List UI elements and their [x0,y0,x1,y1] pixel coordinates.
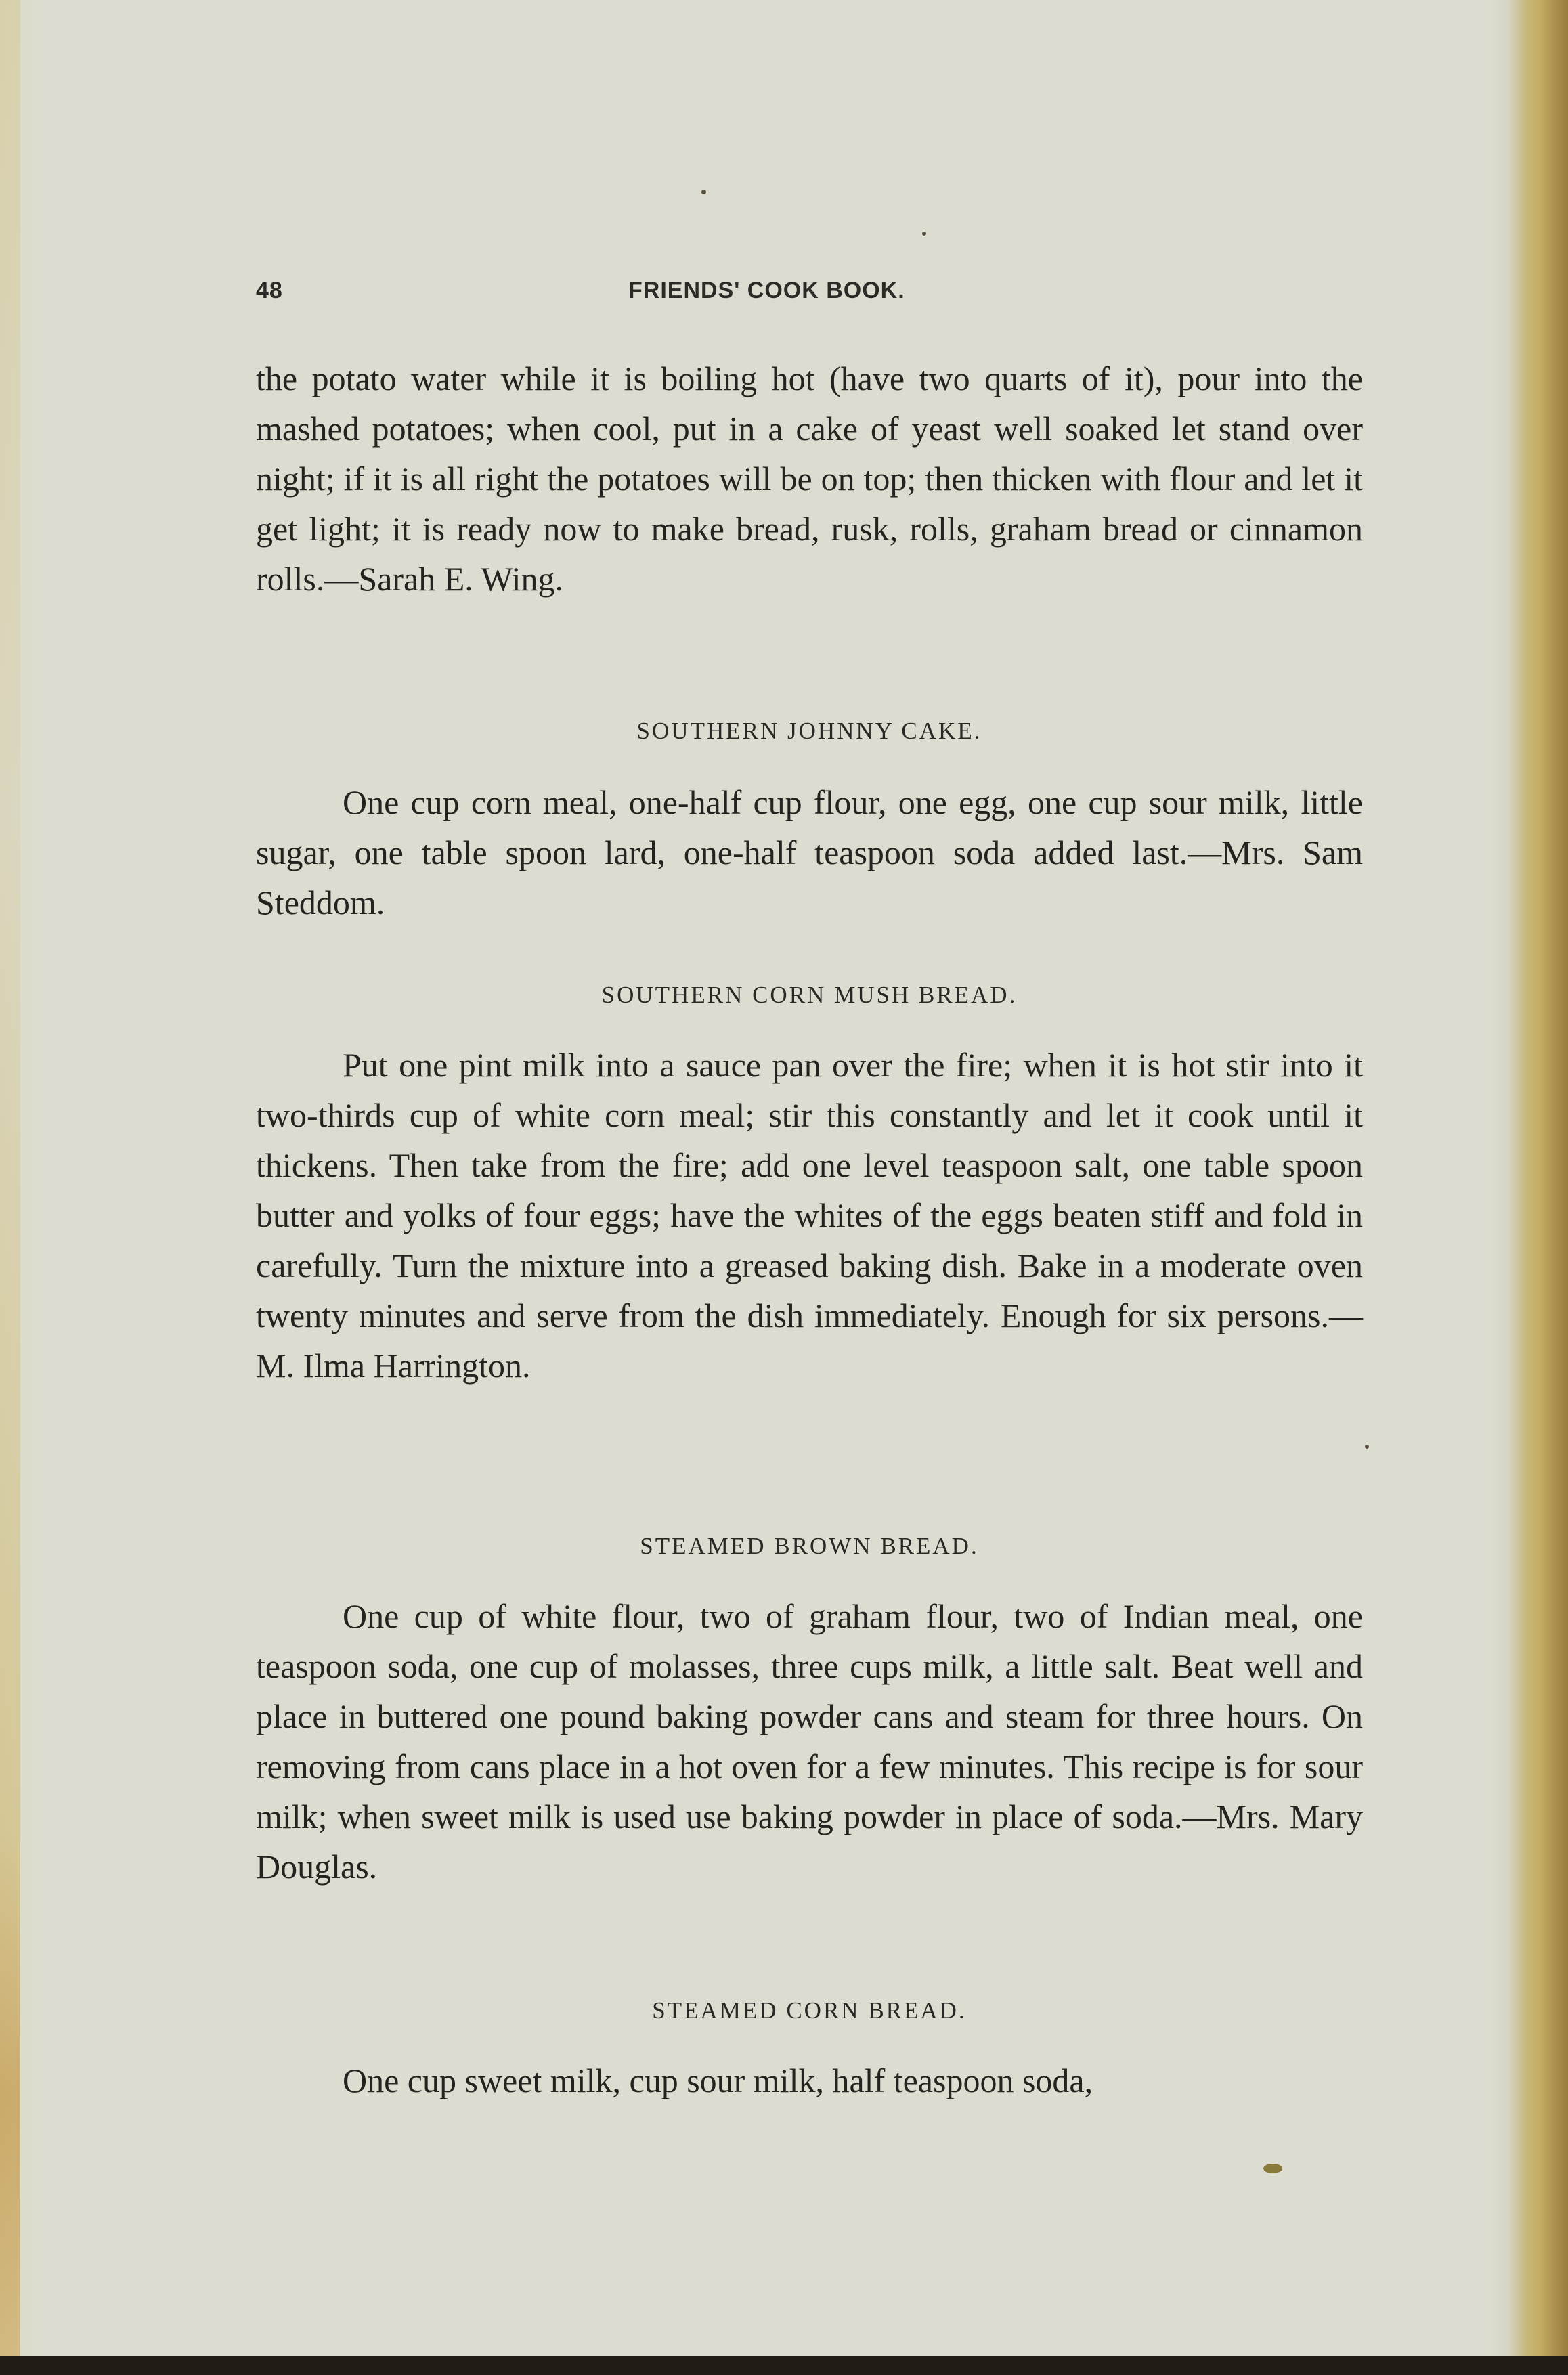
paper-speck [1365,1445,1369,1449]
recipe-title-southern-johnny-cake: SOUTHERN JOHNNY CAKE. [636,718,982,744]
paper-speck [922,232,926,236]
scan-bottom-border [0,2356,1568,2375]
recipe-title-steamed-corn-bread: STEAMED CORN BREAD. [652,1997,967,2024]
recipe-text-steamed-brown-bread: One cup of white flour, two of graham flour, two of Indian meal, one teaspoon soda, one cup of molasses, three cups milk, a little salt. Beat well and place in buttered one pound baking powder cans and steam for three hours. On removing from cans place in a hot oven for a few minutes. This recipe is for sour milk; when sweet milk is used use baking powder in place of soda.—Mrs. Mary Douglas. [256,1597,1363,1886]
recipe-text-southern-johnny-cake: One cup corn meal, one-half cup flour, one egg, one cup sour milk, little sugar, one table spoon lard, one-half teaspoon soda added last.—Mrs. Sam Steddom. [256,783,1363,921]
recipe-title-steamed-brown-bread: STEAMED BROWN BREAD. [640,1533,979,1559]
page-right-edge [1521,0,1568,2356]
running-title: FRIENDS' COOK BOOK. [628,278,905,303]
paper-speck [701,190,706,194]
running-header [256,278,1366,311]
page-number: 48 [256,278,283,303]
recipe-text-southern-corn-mush-bread: Put one pint milk into a sauce pan over the fire; when it is hot stir into it two-thirds cup of white corn meal; stir this constantly and let it cook until it thickens. Then take from the fire; add one level teaspoon salt, one table spoon butter and yolks of four eggs; have the whites of the eggs beaten stiff and fold in carefully. Turn the mixture into a greased baking dish. Bake in a moderate oven twenty minutes and serve from the dish immediately. Enough for six persons.—M. Ilma Harrington. [256,1046,1363,1385]
page-left-edge [0,0,20,2356]
continuation-paragraph: the potato water while it is boiling hot (have two quarts of it), pour into the mashed potatoes; when cool, put in a cake of yeast well soaked let stand over night; if it is all right the potatoes will be on top; then thicken with flour and let it get light; it is ready now to make bread, rusk, rolls, graham bread or cinnamon rolls.—Sarah E. Wing. [256,359,1363,598]
recipe-title-southern-corn-mush-bread: SOUTHERN CORN MUSH BREAD. [601,982,1018,1008]
paper-speck [1263,2164,1282,2173]
recipe-text-steamed-corn-bread: One cup sweet milk, cup sour milk, half teaspoon soda, [343,2062,1093,2099]
